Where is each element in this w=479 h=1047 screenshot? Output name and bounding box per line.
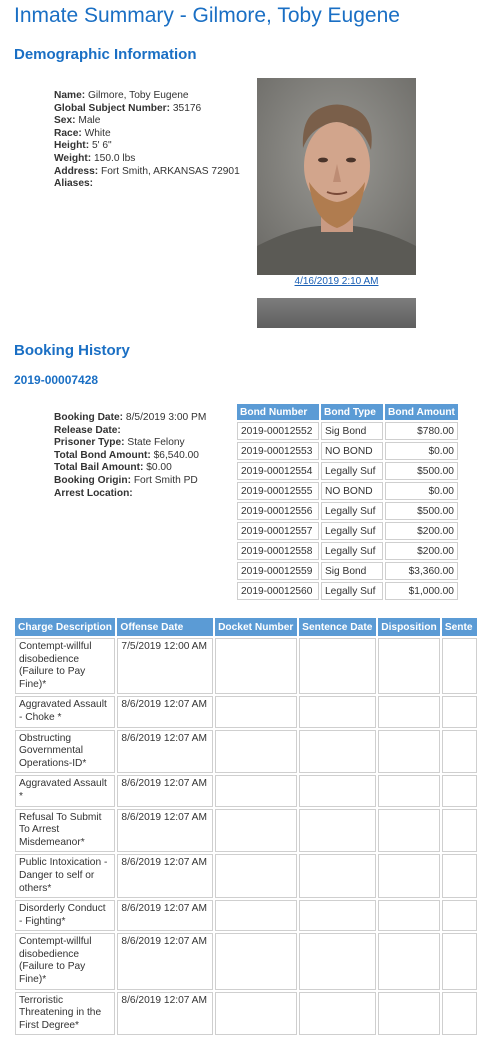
sentence-date (299, 696, 376, 727)
bond-amount: $0.00 (385, 442, 458, 460)
sentence-date (299, 854, 376, 898)
bond-type: Legally Suf (321, 582, 383, 600)
bond-amount: $200.00 (385, 522, 458, 540)
bond-amount: $3,360.00 (385, 562, 458, 580)
bond-number: 2019-00012557 (237, 522, 319, 540)
bond-number: 2019-00012552 (237, 422, 319, 440)
charge-row (15, 775, 477, 806)
charge-description-column-header: Charge Description (15, 618, 115, 636)
charge-description: Aggravated Assault * (15, 775, 115, 806)
bond-type: Legally Suf (321, 502, 383, 520)
field-name: Name: Gilmore, Toby Eugene (54, 90, 189, 101)
photo-thumbnail[interactable] (257, 298, 416, 328)
bond-amount: $0.00 (385, 482, 458, 500)
bond-number: 2019-00012556 (237, 502, 319, 520)
bond-type: Sig Bond (321, 562, 383, 580)
sentence-date (299, 900, 376, 931)
charge-row (15, 809, 477, 853)
bond-number: 2019-00012559 (237, 562, 319, 580)
bond-amount-column-header: Bond Amount (385, 404, 458, 420)
sentence (442, 696, 477, 727)
disposition (378, 933, 440, 989)
disposition (378, 809, 440, 853)
sentence (442, 854, 477, 898)
field-global-subject-number: Global Subject Number: 35176 (54, 102, 202, 114)
sentence-date (299, 775, 376, 806)
disposition (378, 992, 440, 1036)
booking-case-number: 2019-00007428 (14, 373, 99, 387)
bond-type: Legally Suf (321, 462, 383, 480)
sentence-date (299, 730, 376, 774)
charge-description: Public Intoxication - Danger to self or others* (15, 854, 115, 898)
sentence-date (299, 933, 376, 989)
sentence (442, 809, 477, 853)
bond-table-header (237, 404, 458, 420)
bond-row (237, 442, 458, 460)
disposition (378, 854, 440, 898)
offense-date-column-header: Offense Date (117, 618, 213, 636)
page-title: Inmate Summary - Gilmore, Toby Eugene (14, 4, 400, 27)
charge-description: Aggravated Assault - Choke * (15, 696, 115, 727)
sentence (442, 933, 477, 989)
offense-date: 8/6/2019 12:07 AM (117, 992, 213, 1036)
field-total-bail-amount: Total Bail Amount: $0.00 (54, 462, 172, 474)
bond-row (237, 422, 458, 440)
charge-row (15, 696, 477, 727)
field-sex: Sex: Male (54, 115, 101, 127)
disposition (378, 638, 440, 694)
sentence (442, 992, 477, 1036)
bond-number: 2019-00012558 (237, 542, 319, 560)
field-total-bond-amount: Total Bond Amount: $6,540.00 (54, 449, 199, 461)
bond-type-column-header: Bond Type (321, 404, 383, 420)
charge-table (13, 616, 479, 1037)
sentence (442, 730, 477, 774)
field-height: Height: 5' 6" (54, 140, 112, 152)
bond-amount: $200.00 (385, 542, 458, 560)
offense-date: 8/6/2019 12:07 AM (117, 809, 213, 853)
field-booking-date: Booking Date: 8/5/2019 3:00 PM (54, 412, 207, 423)
docket-number (215, 730, 297, 774)
field-prisoner-type: Prisoner Type: State Felony (54, 437, 185, 449)
bond-number: 2019-00012555 (237, 482, 319, 500)
docket-number (215, 992, 297, 1036)
field-arrest-location: Arrest Location: (54, 487, 133, 499)
docket-number (215, 638, 297, 694)
bond-row (237, 522, 458, 540)
bond-table (235, 402, 460, 602)
disposition-column-header: Disposition (378, 618, 440, 636)
offense-date: 8/6/2019 12:07 AM (117, 933, 213, 989)
charge-row (15, 638, 477, 694)
bond-row (237, 482, 458, 500)
docket-number-column-header: Docket Number (215, 618, 297, 636)
sentence (442, 900, 477, 931)
disposition (378, 775, 440, 806)
docket-number (215, 900, 297, 931)
bond-number: 2019-00012553 (237, 442, 319, 460)
field-weight: Weight: 150.0 lbs (54, 152, 136, 164)
bond-amount: $500.00 (385, 502, 458, 520)
offense-date: 8/6/2019 12:07 AM (117, 696, 213, 727)
docket-number (215, 854, 297, 898)
disposition (378, 900, 440, 931)
field-aliases: Aliases: (54, 178, 94, 190)
bond-number-column-header: Bond Number (237, 404, 319, 420)
field-booking-origin: Booking Origin: Fort Smith PD (54, 474, 198, 486)
bond-row (237, 582, 458, 600)
bond-row (237, 542, 458, 560)
charge-description: Obstructing Governmental Operations-ID* (15, 730, 115, 774)
bond-row (237, 502, 458, 520)
field-address: Address: Fort Smith, ARKANSAS 72901 (54, 165, 240, 177)
bond-number: 2019-00012560 (237, 582, 319, 600)
charge-row (15, 854, 477, 898)
demographic-info (54, 90, 240, 191)
field-release-date: Release Date: (54, 424, 121, 436)
bond-row (237, 562, 458, 580)
offense-date: 8/6/2019 12:07 AM (117, 854, 213, 898)
bond-number: 2019-00012554 (237, 462, 319, 480)
bond-type: Legally Suf (321, 522, 383, 540)
docket-number (215, 809, 297, 853)
booking-info (54, 412, 206, 500)
bond-type: NO BOND (321, 442, 383, 460)
bond-type: Legally Suf (321, 542, 383, 560)
bond-amount: $500.00 (385, 462, 458, 480)
docket-number (215, 696, 297, 727)
charge-row (15, 992, 477, 1036)
charge-description: Refusal To Submit To Arrest Misdemeanor* (15, 809, 115, 853)
charge-description: Contempt-willful disobedience (Failure to Pay Fine)* (15, 638, 115, 694)
charge-description: Terroristic Threatening in the First Degree* (15, 992, 115, 1036)
bond-type: Sig Bond (321, 422, 383, 440)
disposition (378, 696, 440, 727)
sentence (442, 638, 477, 694)
sentence-date (299, 809, 376, 853)
bond-row (237, 462, 458, 480)
sentence-date-column-header: Sentence Date (299, 618, 376, 636)
charge-row (15, 730, 477, 774)
bond-type: NO BOND (321, 482, 383, 500)
photo-date-link[interactable]: 4/16/2019 2:10 AM (294, 276, 379, 287)
disposition (378, 730, 440, 774)
charge-table-header (15, 618, 477, 636)
demographic-heading: Demographic Information (14, 46, 197, 63)
offense-date: 8/6/2019 12:07 AM (117, 900, 213, 931)
charge-row (15, 900, 477, 931)
offense-date: 7/5/2019 12:00 AM (117, 638, 213, 694)
charge-description: Contempt-willful disobedience (Failure to Pay Fine)* (15, 933, 115, 989)
docket-number (215, 775, 297, 806)
booking-history-heading: Booking History (14, 342, 130, 359)
mugshot-photo[interactable] (257, 78, 416, 275)
charge-row (15, 933, 477, 989)
offense-date: 8/6/2019 12:07 AM (117, 730, 213, 774)
sentence-column-header: Sente (442, 618, 477, 636)
sentence-date (299, 638, 376, 694)
bond-amount: $1,000.00 (385, 582, 458, 600)
docket-number (215, 933, 297, 989)
field-race: Race: White (54, 127, 111, 139)
sentence-date (299, 992, 376, 1036)
bond-amount: $780.00 (385, 422, 458, 440)
offense-date: 8/6/2019 12:07 AM (117, 775, 213, 806)
charge-description: Disorderly Conduct - Fighting* (15, 900, 115, 931)
sentence (442, 775, 477, 806)
